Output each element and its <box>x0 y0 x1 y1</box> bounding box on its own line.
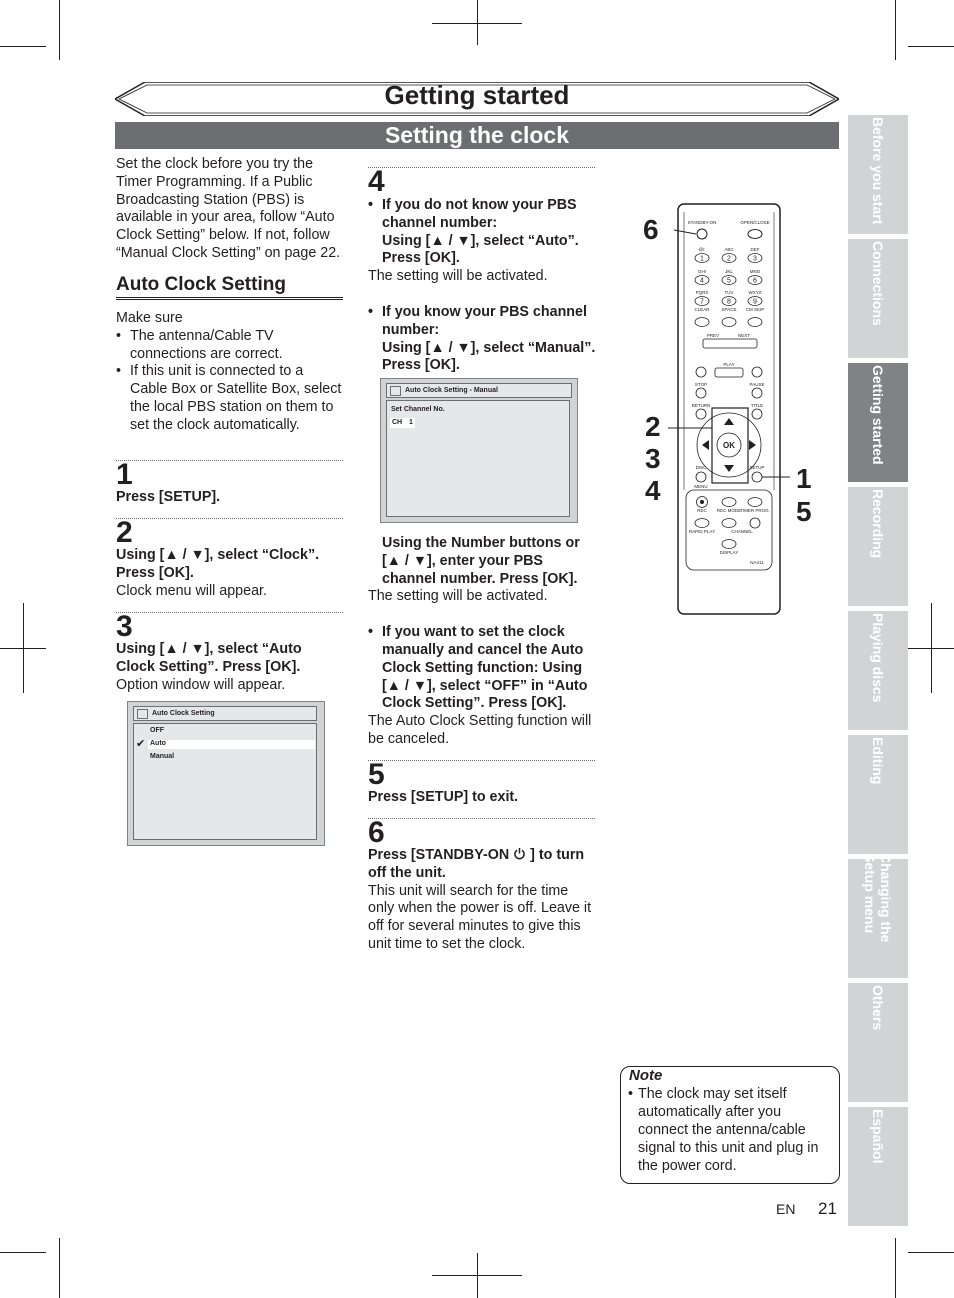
step-6-block <box>368 847 596 954</box>
step-6-instruction: Press [STANDBY-ON ] to turn off the unit. <box>368 847 585 881</box>
key-number-label: 1 <box>700 255 704 263</box>
divider <box>116 612 343 613</box>
manual-channel-screen <box>380 378 578 523</box>
step-5-number: 5 <box>368 758 385 791</box>
remote-control-illustration <box>640 200 830 620</box>
callout-2: 2 <box>645 411 661 442</box>
divider <box>368 760 595 761</box>
tab-editing[interactable]: Editing <box>848 735 908 854</box>
space-label: SPACE <box>721 307 737 312</box>
stop-label: STOP <box>694 382 708 387</box>
model-label: NA411 <box>750 560 764 565</box>
tab-getting-started[interactable]: Getting started <box>848 363 908 482</box>
crop-mark <box>477 1253 478 1298</box>
option-highlight <box>148 740 315 749</box>
step-4-instruction-2: Using the Number buttons or [▲ / ▼], enter your PBS channel number. Press [OK]. <box>382 535 580 587</box>
language-code: EN <box>776 1201 796 1217</box>
key-letters-label: ABC <box>724 247 734 252</box>
menu-icon <box>137 709 148 719</box>
key-number-label: 9 <box>753 298 757 306</box>
list-item: • If this unit is connected to a Cable Box or Satellite Box, select the local PBS station on them to set the clock automatically. <box>116 363 344 434</box>
tab-playing-discs[interactable]: Playing discs <box>848 611 908 730</box>
rec-label: REC <box>697 508 707 513</box>
heading-rule <box>116 297 343 300</box>
key-letters-label: DEF <box>750 247 760 252</box>
step-4-result-1: The setting will be activated. <box>368 268 548 285</box>
timer-prog-label: TIMER PROG. <box>740 508 770 513</box>
step-2-number: 2 <box>116 516 133 549</box>
step-4-number: 4 <box>368 165 385 198</box>
step-4-result-3: The Auto Clock Setting function will be canceled. <box>368 713 592 747</box>
section-title: Setting the clock <box>384 122 570 148</box>
page-title: Getting started <box>384 80 570 110</box>
tab-recording[interactable]: Recording <box>848 487 908 606</box>
key-number-label: 7 <box>700 298 704 306</box>
step-2-result: Clock menu will appear. <box>116 582 267 599</box>
key-letters-label: TUV <box>724 290 734 295</box>
callout-3: 3 <box>645 443 661 474</box>
step-6-number: 6 <box>368 816 385 849</box>
make-sure-label: Make sure <box>116 310 183 326</box>
crop-mark <box>931 603 932 693</box>
intro-text: Set the clock before you try the Timer Programming. If a Public Broadcasting Station (PBS) is available in your area, follow “Auto Clock Setting” below. If not, follow “Manual Clock Setting” on page 22. <box>116 156 341 261</box>
step-4-result-2: The setting will be activated. <box>368 588 548 605</box>
channel-label: CHANNEL <box>731 529 753 534</box>
crop-mark <box>895 1238 896 1298</box>
ok-label: OK <box>723 441 735 450</box>
next-label: NEXT <box>737 333 751 338</box>
option-off[interactable]: OFF <box>150 727 164 734</box>
option-manual[interactable]: Manual <box>150 753 175 760</box>
channel-label: Set Channel No. <box>391 406 445 413</box>
step-3-number: 3 <box>116 610 133 643</box>
crop-mark <box>59 0 60 60</box>
open-close-label: OPEN/CLOSE <box>740 220 770 225</box>
callout-4: 4 <box>645 475 661 506</box>
callout-6: 6 <box>643 214 659 245</box>
key-letters-label: @/: <box>698 247 706 252</box>
crop-mark <box>59 1238 60 1298</box>
callout-1: 1 <box>796 463 812 494</box>
disc-label: DISC <box>695 465 707 470</box>
crop-mark <box>908 1252 954 1253</box>
rec-mode-label: REC MODE <box>716 508 742 513</box>
option-auto[interactable]: Auto <box>150 740 166 747</box>
key-number-label: 5 <box>727 277 731 285</box>
screen-header: Auto Clock Setting - Manual <box>386 383 572 398</box>
standby-label: STANDBY-ON <box>687 220 717 225</box>
key-letters-label: MNO <box>749 269 761 274</box>
power-icon <box>513 847 526 860</box>
tab-changing-setup-menu[interactable]: Changing the Setup menu <box>848 859 908 978</box>
step-4-block-b <box>368 535 596 749</box>
key-number-label: 2 <box>727 255 731 263</box>
step-3-instruction: Using [▲ / ▼], select “Auto Clock Setting”. Press [OK]. <box>116 641 302 675</box>
step-2-instruction: Using [▲ / ▼], select “Clock”. Press [OK]. <box>116 547 320 581</box>
return-label: RETURN <box>691 403 711 408</box>
crop-mark <box>908 46 954 47</box>
display-label: DISPLAY <box>719 550 739 555</box>
step-3-result: Option window will appear. <box>116 676 286 693</box>
tab-connections[interactable]: Connections <box>848 239 908 358</box>
callout-5: 5 <box>796 496 812 527</box>
clear-label: CLEAR <box>694 307 710 312</box>
note-body <box>628 1085 828 1175</box>
pause-label: PAUSE <box>749 382 765 387</box>
step-3-block <box>116 641 336 694</box>
play-label: PLAY <box>723 362 735 367</box>
menu-icon <box>390 386 401 396</box>
channel-prefix: CH <box>392 419 403 426</box>
key-number-label: 4 <box>700 277 704 285</box>
list-item: • If you do not know your PBS channel number: Using [▲ / ▼], select “Auto”. Press [OK]. <box>368 197 596 268</box>
divider <box>116 460 343 461</box>
crop-mark <box>0 1252 46 1253</box>
divider <box>116 518 343 519</box>
prev-label: PREV <box>706 333 720 338</box>
step-2-block <box>116 547 336 600</box>
key-number-label: 6 <box>753 277 757 285</box>
channel-value: 1 <box>409 419 413 426</box>
screen-header: Auto Clock Setting <box>133 706 317 721</box>
note-title: Note <box>629 1067 663 1084</box>
list-item: • The antenna/Cable TV connections are correct. <box>116 328 344 364</box>
menu-label: MENU <box>694 484 708 489</box>
key-letters-label: GHI <box>697 269 707 274</box>
page-number: 21 <box>818 1199 837 1218</box>
key-number-label: 8 <box>727 298 731 306</box>
step-4-block <box>368 197 596 375</box>
check-icon: ✔ <box>136 738 146 750</box>
key-letters-label: PQRS <box>695 290 709 295</box>
auto-clock-screen <box>127 701 325 846</box>
setup-label: SETUP <box>749 465 765 470</box>
list-item: • The clock may set itself automatically after you connect the antenna/cable signal to this unit and plug in the power cord. <box>628 1085 828 1175</box>
auto-clock-heading: Auto Clock Setting <box>116 274 286 295</box>
crop-mark <box>23 603 24 693</box>
crop-mark <box>477 0 478 45</box>
divider <box>368 167 595 168</box>
divider <box>368 818 595 819</box>
step-5-instruction: Press [SETUP] to exit. <box>368 789 519 805</box>
tab-before-you-start[interactable]: Before you start <box>848 115 908 234</box>
list-item: • If you want to set the clock manually and cancel the Auto Clock Setting function: Using [▲ / ▼], select “OFF” in “Auto Clock Setting”. Press [OK]. <box>368 624 596 713</box>
crop-mark <box>0 46 46 47</box>
step-1-instruction: Press [SETUP]. <box>116 489 221 505</box>
tab-others[interactable]: Others <box>848 983 908 1102</box>
cm-skip-label: CM SKIP <box>745 307 765 312</box>
title-label: TITLE <box>750 403 764 408</box>
make-sure-block <box>116 310 344 435</box>
tab-espanol[interactable]: Español <box>848 1107 908 1226</box>
key-letters-label: JKL <box>725 269 733 274</box>
key-letters-label: WXYZ <box>748 290 762 295</box>
list-item: • If you know your PBS channel number: Using [▲ / ▼], select “Manual”. Press [OK]. <box>368 304 596 375</box>
key-number-label: 3 <box>753 255 757 263</box>
crop-mark <box>895 0 896 60</box>
step-1-number: 1 <box>116 458 133 491</box>
step-6-result: This unit will search for the time only when the power is off. Leave it off for several minutes to give this unit time to set the clock. <box>368 882 592 952</box>
rapid-play-label: RAPID PLAY <box>688 529 716 534</box>
